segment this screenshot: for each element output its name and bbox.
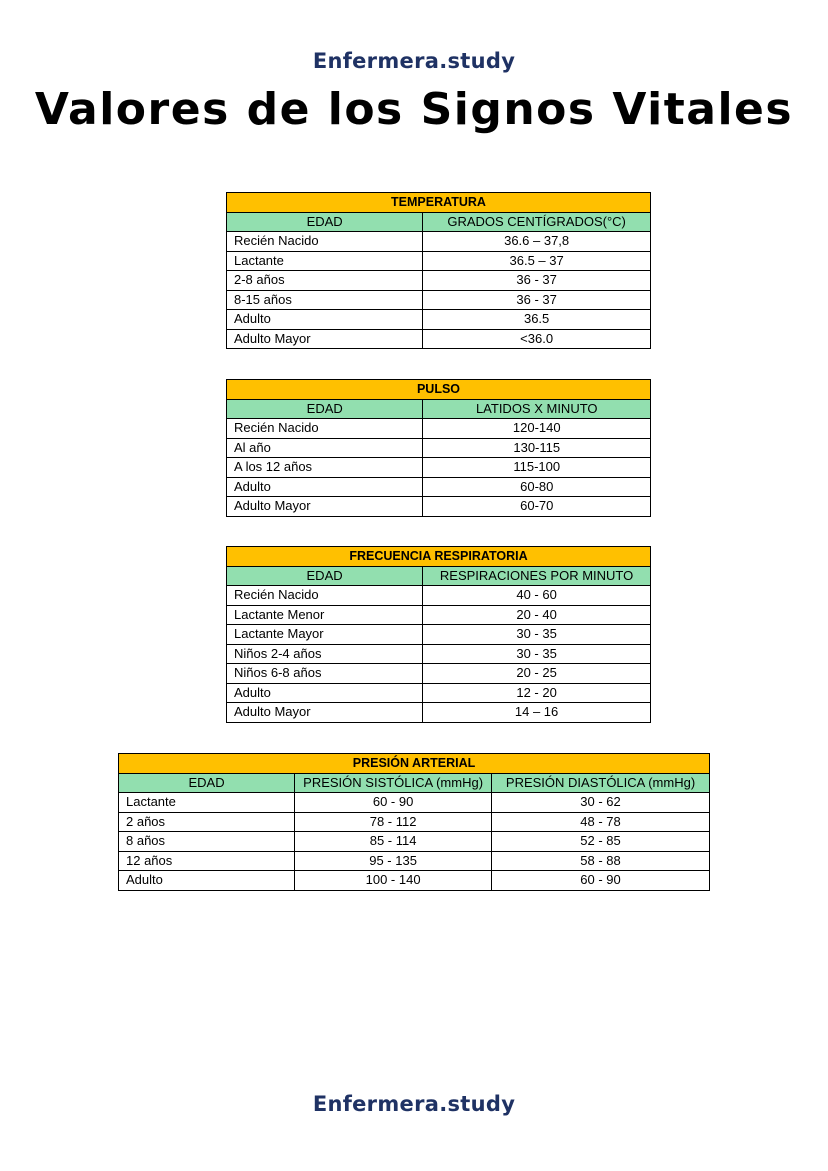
age-cell: Lactante bbox=[227, 251, 423, 271]
diastolic-cell: 52 - 85 bbox=[492, 832, 710, 852]
table-row bbox=[227, 290, 651, 310]
age-cell: Adulto bbox=[119, 871, 295, 891]
age-cell: Adulto bbox=[227, 477, 423, 497]
age-cell: Adulto Mayor bbox=[227, 703, 423, 723]
pulso-table bbox=[226, 379, 651, 517]
table-row bbox=[227, 458, 651, 478]
table-row bbox=[227, 497, 651, 517]
value-cell: 115-100 bbox=[423, 458, 651, 478]
age-cell: Adulto Mayor bbox=[227, 329, 423, 349]
column-header: EDAD bbox=[119, 773, 295, 793]
table-row bbox=[119, 832, 710, 852]
age-cell: Lactante bbox=[119, 793, 295, 813]
table-row bbox=[227, 683, 651, 703]
table-row bbox=[119, 871, 710, 891]
table-row bbox=[227, 477, 651, 497]
value-cell: 20 - 25 bbox=[423, 664, 651, 684]
value-cell: 130-115 bbox=[423, 438, 651, 458]
diastolic-cell: 58 - 88 bbox=[492, 851, 710, 871]
temperatura-table bbox=[226, 192, 651, 349]
age-cell: Niños 6-8 años bbox=[227, 664, 423, 684]
table-row bbox=[227, 419, 651, 439]
value-cell: 20 - 40 bbox=[423, 605, 651, 625]
age-cell: Recién Nacido bbox=[227, 586, 423, 606]
table-row bbox=[227, 703, 651, 723]
table-row bbox=[227, 232, 651, 252]
table-row bbox=[227, 664, 651, 684]
value-cell: 40 - 60 bbox=[423, 586, 651, 606]
value-cell: 14 – 16 bbox=[423, 703, 651, 723]
table-row bbox=[227, 310, 651, 330]
value-cell: 60-70 bbox=[423, 497, 651, 517]
age-cell: Adulto bbox=[227, 683, 423, 703]
value-cell: 60-80 bbox=[423, 477, 651, 497]
value-cell: 12 - 20 bbox=[423, 683, 651, 703]
diastolic-cell: 60 - 90 bbox=[492, 871, 710, 891]
value-cell: 30 - 35 bbox=[423, 644, 651, 664]
column-header: LATIDOS X MINUTO bbox=[423, 399, 651, 419]
value-cell: 36.5 – 37 bbox=[423, 251, 651, 271]
systolic-cell: 100 - 140 bbox=[295, 871, 492, 891]
column-header: EDAD bbox=[227, 566, 423, 586]
table-row bbox=[227, 438, 651, 458]
table-row bbox=[227, 271, 651, 291]
age-cell: 12 años bbox=[119, 851, 295, 871]
age-cell: A los 12 años bbox=[227, 458, 423, 478]
value-cell: 36 - 37 bbox=[423, 271, 651, 291]
column-header: PRESIÓN SISTÓLICA (mmHg) bbox=[295, 773, 492, 793]
table-row bbox=[119, 812, 710, 832]
diastolic-cell: 48 - 78 bbox=[492, 812, 710, 832]
systolic-cell: 60 - 90 bbox=[295, 793, 492, 813]
age-cell: Lactante Menor bbox=[227, 605, 423, 625]
table-title: PRESIÓN ARTERIAL bbox=[119, 754, 710, 774]
table-row bbox=[227, 605, 651, 625]
table-row bbox=[227, 644, 651, 664]
diastolic-cell: 30 - 62 bbox=[492, 793, 710, 813]
age-cell: Niños 2-4 años bbox=[227, 644, 423, 664]
age-cell: 2-8 años bbox=[227, 271, 423, 291]
table-row bbox=[227, 329, 651, 349]
table-title: FRECUENCIA RESPIRATORIA bbox=[227, 547, 651, 567]
systolic-cell: 78 - 112 bbox=[295, 812, 492, 832]
column-header: RESPIRACIONES POR MINUTO bbox=[423, 566, 651, 586]
age-cell: Al año bbox=[227, 438, 423, 458]
column-header: GRADOS CENTÍGRADOS(°C) bbox=[423, 212, 651, 232]
table-row bbox=[227, 625, 651, 645]
age-cell: Adulto bbox=[227, 310, 423, 330]
age-cell: Recién Nacido bbox=[227, 232, 423, 252]
presion-arterial-table bbox=[118, 753, 710, 891]
age-cell: 8 años bbox=[119, 832, 295, 852]
age-cell: Lactante Mayor bbox=[227, 625, 423, 645]
systolic-cell: 95 - 135 bbox=[295, 851, 492, 871]
table-row bbox=[119, 793, 710, 813]
table-title: PULSO bbox=[227, 380, 651, 400]
brand-header: Enfermera.study bbox=[312, 49, 516, 73]
value-cell: 36.5 bbox=[423, 310, 651, 330]
table-row bbox=[227, 251, 651, 271]
table-row bbox=[119, 851, 710, 871]
page-title: Valores de los Signos Vitales bbox=[34, 84, 794, 135]
column-header: EDAD bbox=[227, 212, 423, 232]
table-row bbox=[227, 586, 651, 606]
age-cell: Adulto Mayor bbox=[227, 497, 423, 517]
column-header: PRESIÓN DIASTÓLICA (mmHg) bbox=[492, 773, 710, 793]
age-cell: 8-15 años bbox=[227, 290, 423, 310]
column-header: EDAD bbox=[227, 399, 423, 419]
systolic-cell: 85 - 114 bbox=[295, 832, 492, 852]
frecuencia-respiratoria-table bbox=[226, 546, 651, 723]
value-cell: 36.6 – 37,8 bbox=[423, 232, 651, 252]
brand-footer: Enfermera.study bbox=[312, 1092, 516, 1116]
value-cell: <36.0 bbox=[423, 329, 651, 349]
age-cell: 2 años bbox=[119, 812, 295, 832]
table-title: TEMPERATURA bbox=[227, 193, 651, 213]
value-cell: 120-140 bbox=[423, 419, 651, 439]
age-cell: Recién Nacido bbox=[227, 419, 423, 439]
value-cell: 36 - 37 bbox=[423, 290, 651, 310]
value-cell: 30 - 35 bbox=[423, 625, 651, 645]
